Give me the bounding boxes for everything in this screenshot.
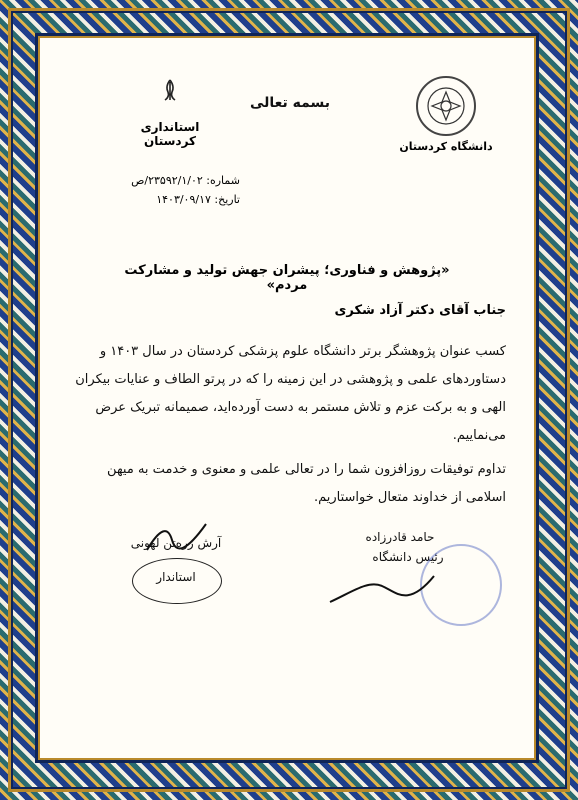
p1-line-2: دستاوردهای علمی و پژوهشی در این زمینه را که در پرتو الطاف و عنایات بیکران <box>75 372 506 387</box>
letter-body <box>56 338 506 512</box>
left-signer-name: آرش زره‌تن لهونی <box>130 536 222 550</box>
right-signer-role: رئیس دانشگاه <box>372 550 444 564</box>
left-org-title: استانداری کردستان <box>140 120 200 148</box>
letter-date: تاریخ: ۱۴۰۳/۰۹/۱۷ <box>156 193 240 206</box>
right-handwritten-signature <box>322 562 442 612</box>
left-signature <box>104 518 244 618</box>
university-emblem-icon <box>416 76 476 136</box>
p1-line-1: کسب عنوان پژوهشگر برتر دانشگاه علوم پزشکی کردستان در سال ۱۴۰۳ و <box>99 344 506 359</box>
left-signer-role: استاندار <box>156 570 196 584</box>
p2-line-1: تداوم توفیقات روزافزون شما را در تعالی علمی و معنوی و خدمت به میهن <box>107 462 506 477</box>
right-org-title: دانشگاه کردستان <box>399 140 493 153</box>
p1-line-4: می‌نماییم. <box>452 428 506 443</box>
letter-number: شماره: ۲۳۵۹۲/۱/۰۲/ص <box>131 174 240 187</box>
right-signer-name: حامد قادرزاده <box>365 530 435 544</box>
slogan: «پژوهش و فناوری؛ پیشران جهش تولید و مشارکت مردم» <box>124 263 450 293</box>
right-signature <box>310 518 510 638</box>
certificate-content <box>40 38 534 758</box>
p1-line-3: الهی و به برکت عزم و تلاش مستمر به دست آورده‌اید، صمیمانه تبریک عرض <box>95 400 506 415</box>
heading-text: بسمه تعالی <box>249 95 331 111</box>
iran-emblem-icon <box>156 78 184 104</box>
recipient: جناب آقای دکتر آزاد شکری <box>334 303 506 318</box>
p2-line-2: اسلامی از خداوند متعال خواستاریم. <box>313 490 506 505</box>
left-handwritten-signature <box>142 518 212 558</box>
